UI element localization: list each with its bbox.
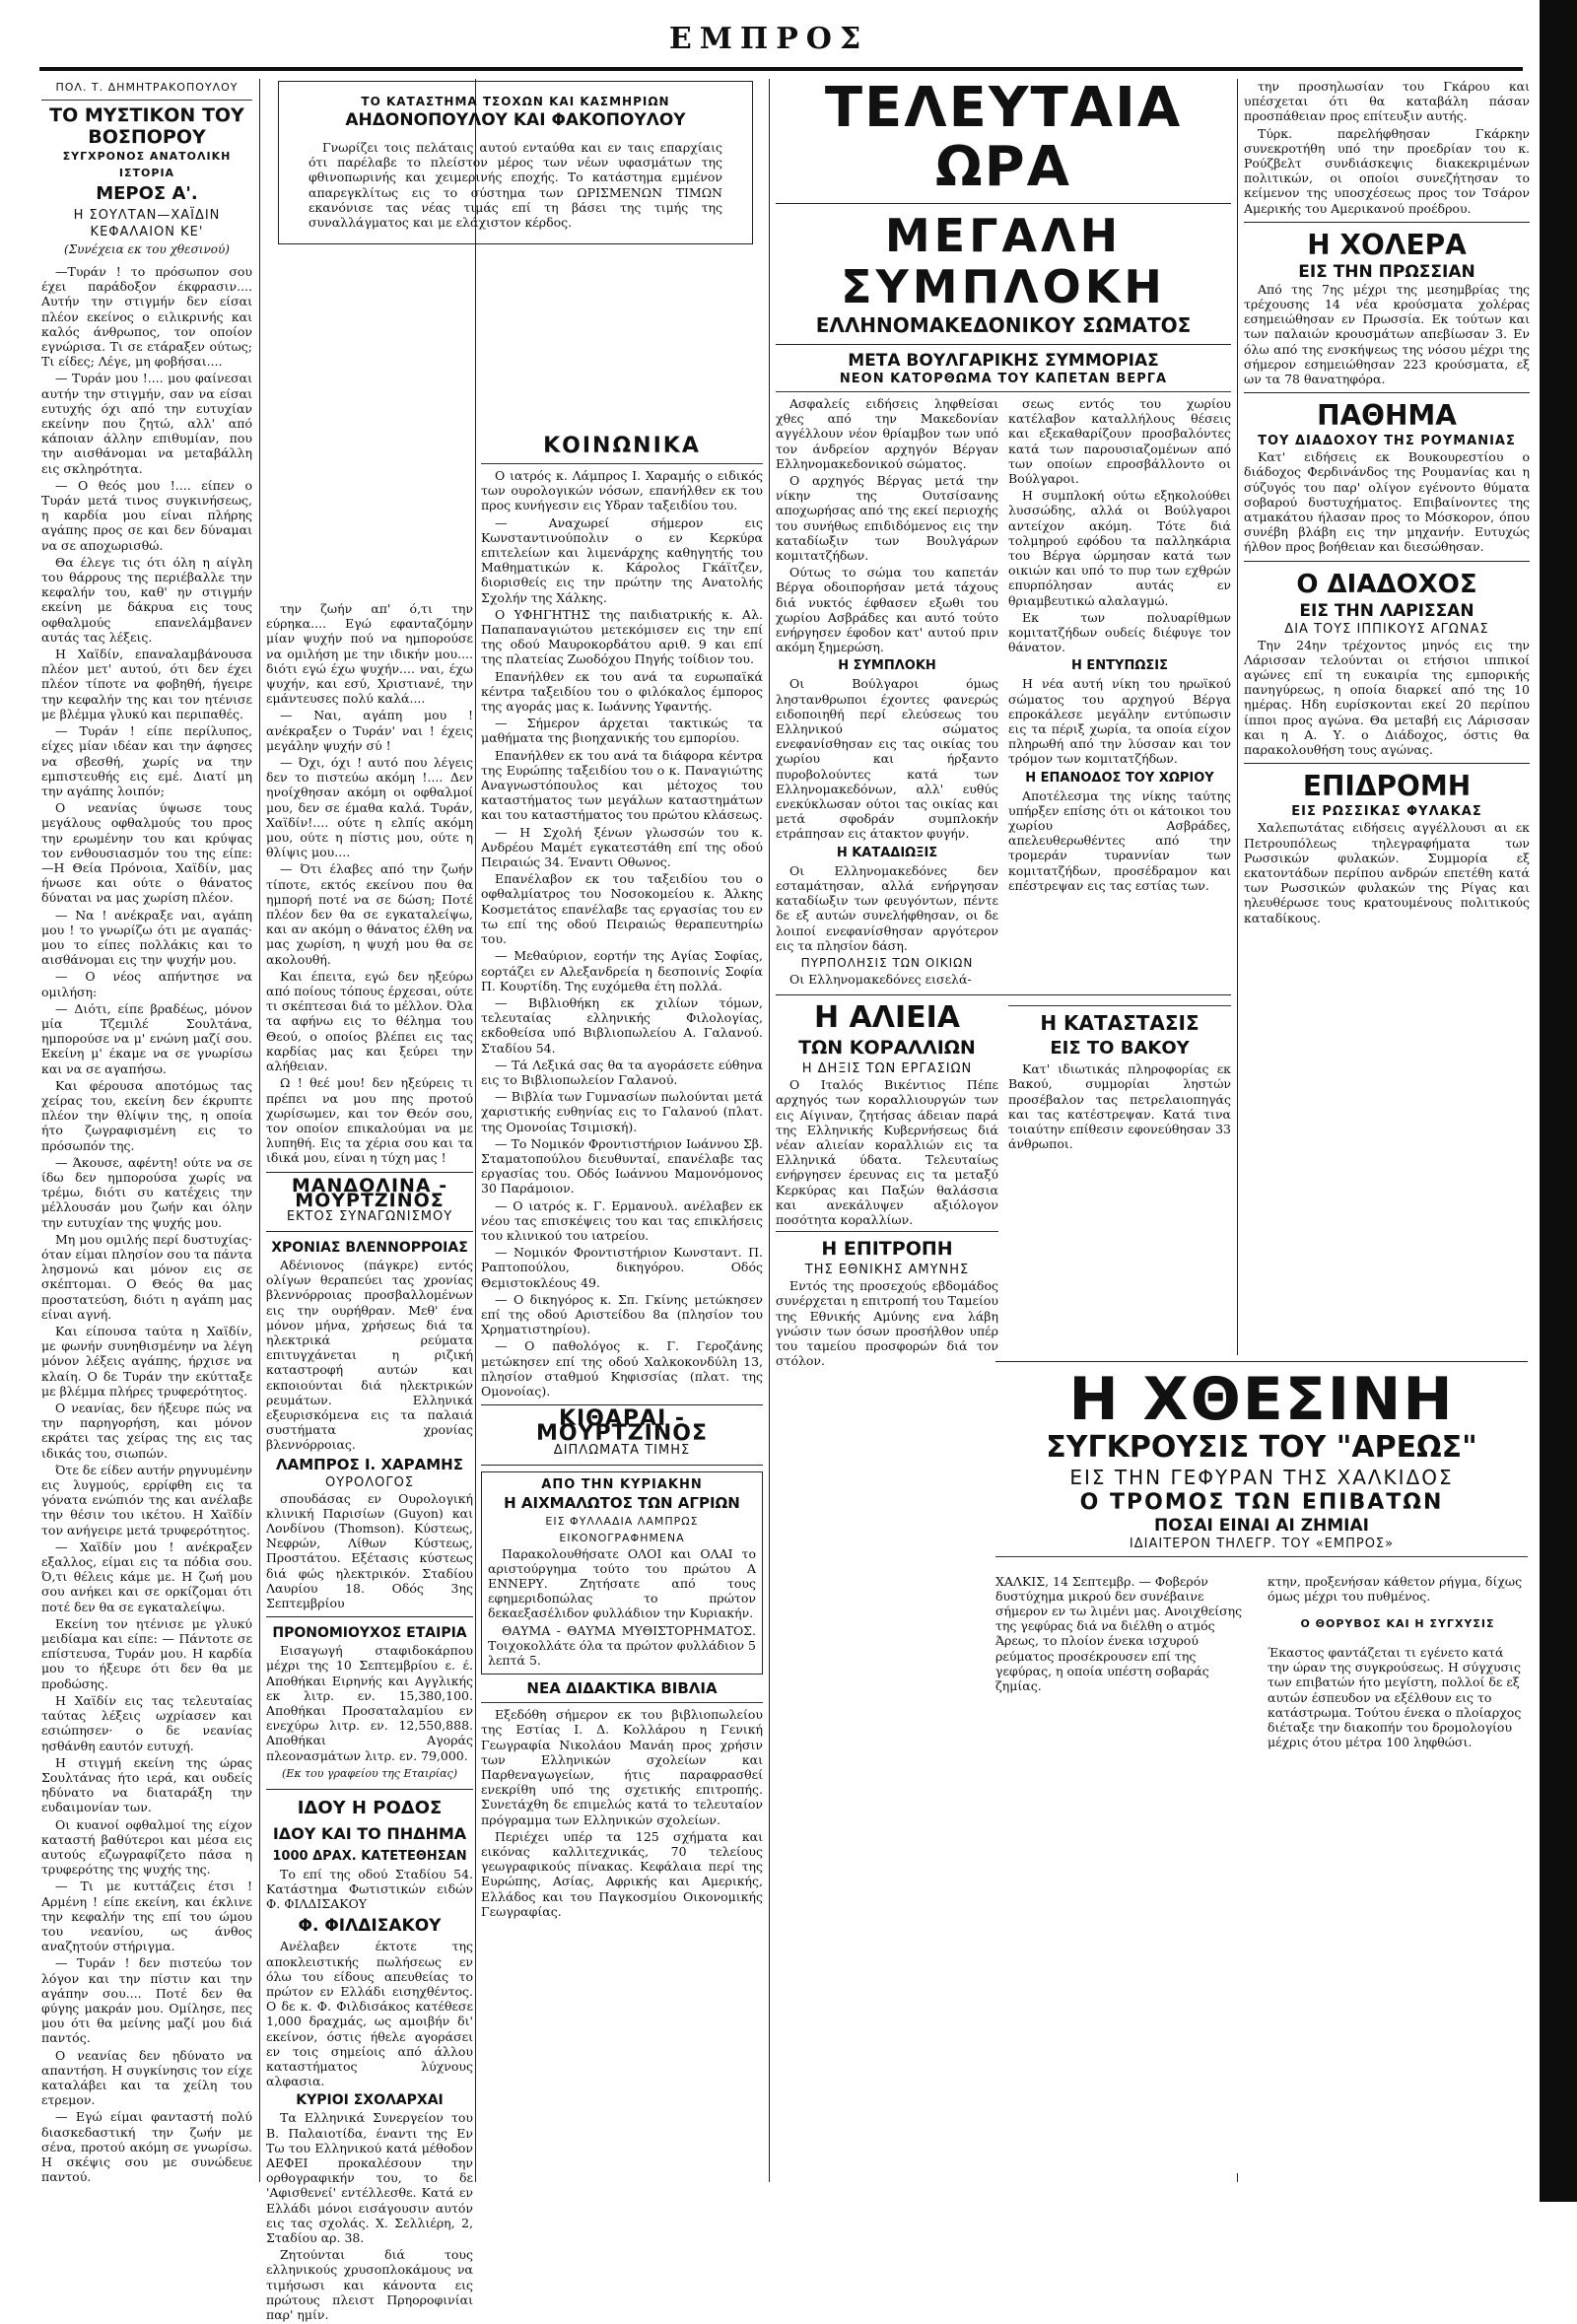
accident-sub: ΤΟΥ ΔΙΑΔΟΧΟΥ ΤΗΣ ΡΟΥΜΑΝΙΑΣ [1258, 434, 1516, 449]
paragraph: Ο νεανίας, δεν ήξευρε πώς να την παρηγορήση, και μόνον εκράτει τας χείρας της εις τας ιδικάς του, σιωπών. [41, 1401, 252, 1461]
paragraph: Ότε δε είδεν αυτήν ρηγνυμένην εις λυγμούς, ερρίφθη εις τα γόνατα ενώπιόν της και ανέλαβε την θέσιν του ικέτου. Η Χαϊδίν τον ανήγειρε μετά τρυφερότητος. [41, 1462, 252, 1538]
paragraph: την προσηλωσίαν του Γκάρου και υπέσχεται ότι θα καταβάλη πάσαν προσπάθειαν προς επίτευξιν αυτής. [1244, 79, 1530, 124]
ad-doctor-name: ΛΑΜΠΡΟΣ Ι. ΧΑΡΑΜΗΣ [276, 1455, 463, 1473]
ad-company-foot: (Εκ του γραφείου της Εταιρίας) [282, 1766, 457, 1780]
scan-edge-shadow [1540, 0, 1577, 2202]
divider [776, 1231, 998, 1232]
paragraph: Εκ των πολυαρίθμων κομιτατζήδων ουδείς διέφυγε τον θάνατον. [1008, 609, 1231, 655]
paragraph: — Αναχωρεί σήμερον εις Κωνσταντινούπολιν ο εν Κερκύρα επιτελείων και λιμενάρχης καθηγητής του Μαθηματικών κ. Κάρολος Γκάϊτζεν, διορισθείς εις την πρώτην της Ανατολής Σχολήν της Χάλκης. [481, 514, 763, 605]
paragraph: — Τά Λεξικά σας θα τα αγοράσετε εύθηνα εις το Βιβλιοπωλείον Γαλανού. [481, 1057, 763, 1087]
paragraph: Ω ! θεέ μου! δεν ηξεύρεις τι πρέπει να μου πης προτού χωρίσωμεν, και τον Θεόν σου, τον οποίον επικαλούμαι να με λυπηθή. Εις τα χέρια σου και τα ιδικά μου, είναι η τύχη μας ! [266, 1075, 473, 1166]
divider [266, 1616, 473, 1617]
divider [266, 1231, 473, 1232]
collision-sub2: ΕΙΣ ΤΗΝ ΓΕΦΥΡΑΝ ΤΗΣ ΧΑΛΚΙΔΟΣ [1069, 1466, 1454, 1489]
accident-title: ΠΑΘΗΜΑ [1317, 399, 1457, 433]
masthead-rule [39, 67, 1523, 71]
social-title: ΚΟΙΝΩΝΙΚΑ [543, 434, 701, 458]
divider [776, 203, 1231, 204]
paragraph: Περιέχει υπέρ τα 125 σχήματα και εικόνας καλλιτεχνικάς, 70 τελείους γεωγραφικούς πίνακας. Κεφάλαια περί της Ευρώπης, Ασίας, Αφρικής και Αμερικής, Ελλάδος και του Παγκοσμίου Οικονομικής Γεωγραφίας. [481, 1828, 763, 1919]
raid-title: ΕΠΙΔΡΟΜΗ [1302, 770, 1472, 803]
divider [1008, 1005, 1231, 1006]
paragraph: Τύρκ. παρελήφθησαν Γκάρκην συνεκροτήθη υπό την προεδρίαν του κ. Ρούζβελτ συνδιάσκεψις διακεκριμένων πολιτικών, οι οποίοι συνεζήτησαν το κείμενον της υποσχέσεως προς τον Τσάρον Αμερικής του Αμερικανού προέδρου. [1244, 125, 1530, 216]
ad-fabric-store [278, 81, 753, 244]
paragraph: — Ο δικηγόρος κ. Σπ. Γκίνης μετώκησεν επί της οδού Αριστείδου 8α (πλησίον του Χρηματιστηρίου). [481, 1291, 763, 1337]
collision-sub3: Ο ΤΡΟΜΟΣ ΤΩΝ ΕΠΙΒΑΤΩΝ [1079, 1490, 1444, 1515]
social-column [481, 434, 763, 2182]
books-title: ΝΕΑ ΔΙΔΑΚΤΙΚΑ ΒΙΒΛΙΑ [526, 1679, 718, 1698]
paragraph: — Ο ιατρός κ. Γ. Ερμανουλ. ανέλαβεν εκ νέου τας επισκέψεις του και τας επικλήσεις του κλινικού του ιατρείου. [481, 1197, 763, 1243]
serial-byline: ΠΟΛ. Τ. ΔΗΜΗΤΡΑΚΟΠΟΥΛΟΥ [55, 81, 239, 94]
ad-fabric-body: Γνωρίζει τοις πελάταις αυτού ενταύθα και εν ταις επαρχίαις ότι παρέλαβε το πλείστον μέρος των νέων υφασμάτων της φθινοπωρινής και χειμερινής εποχής. Το κατάστημα εμμένον απαρεγκλίτως εις το σύστημα των ΩΡΙΣΜΕΝΩΝ ΤΙΜΩΝ εκανόνισε τας νέας τιμάς επί τη βάσει της τιμής της συναλλάγματος και με ελάχιστον κέρδος. [309, 140, 722, 231]
ad-serial-body: Παρακολουθήσατε ΟΛΟΙ και ΟΛΑΙ το αριστούργημα τούτο του πρώτου Α ΕΝΝΕΡΥ. Ζητήσατε από τους εφημεριδοπώλας το πρώτον δεκαεξασέλιδον φυλλάδιον την Κυριακήν. [488, 1545, 756, 1621]
divider [1244, 561, 1530, 562]
ad-fabric-heading: ΤΟ ΚΑΤΑΣΤΗΜΑ ΤΣΟΧΩΝ ΚΑΙ ΚΑΣΜΗΡΙΩΝ [361, 95, 670, 108]
ad-doctor-role: ΟΥΡΟΛΟΓΟΣ [324, 1474, 415, 1490]
serial-part: ΜΕΡΟΣ Α'. [96, 183, 198, 204]
paragraph: — Σήμερον άρχεται τακτικώς τα μαθήματα της βιοηχανικής του εμπορίου. [481, 716, 763, 746]
paragraph: Και έπειτα, εγώ δεν ηξεύρω από ποίους τόπους έρχεσαι, ούτε τι σκέπτεσαι διά το μέλλον. Όλα τα αφήνω εις το θέλημα του Θεού, ο οποίος βλέπει εις τας καρδίας μας και ξεύρει την αλήθειαν. [266, 968, 473, 1074]
fishing-body: Ο Ιταλός Βικέντιος Πέπε αρχηγός των κοραλλιουργών των εις Αίγιναν, ζητήσας άδειαν παρά της Ελληνικής Κυβερνήσεως διά νέαν αλιείαν κοραλλιών εις τα Ελληνικά ύδατα. Τελευταίως ενήργησεν έρευνας εις τα μεταξύ Κερκύρας και Παξών θαλάσσια και ανεκάλυψεν αξιόλογον ποσότητα κοραλλίων. [776, 1077, 998, 1227]
paragraph: Ο νεανίας δεν ηδύνατο να απαντήση. Η συγκίνησις τον είχε καταλάβει και τα χείλη του ετρεμον. [41, 2047, 252, 2108]
serial-chapter: ΚΕΦΑΛΑΙΟΝ ΚΕ' [90, 225, 204, 239]
paragraph: — Ότι έλαβες από την ζωήν τίποτε, εκτός εκείνου που θα ημπορή ποτέ να σε δώση; Ποτέ πλέον δεν θα σε εγκαταλείψω, και αν ακόμη ο θάνατος έλθη να μας χωρίση, η ψυχή μου θα σε ακολουθή. [266, 861, 473, 967]
serial-novel-column [41, 79, 253, 2185]
paragraph: Ο νεανίας ύψωσε τους μεγάλους οφθαλμούς του προς την ερωμένην του και κρύψας τον ενθουσιασμόν του της είπε: —Η Θεία Πρόνοια, Χαϊδίν, μας ήνωσε και ούτε ο θάνατος δύναται να μας χωρίση πλέον. [41, 800, 252, 906]
ad-doctor-body: σπουδάσας εν Ουρολογική κλινική Παρισίων (Guyon) και Λονδίνου (Thomson). Κύστεως, Νεφρών, Λίθων Κύστεως, Προστάτου. Εξέτασις κύστεως διά φώς ηλεκτρικόν. Σταδίου Λαυρίου 18. Οδός 3ης Σεπτεμβρίου [266, 1490, 473, 1610]
clash-title: ΜΕΓΑΛΗ ΣΥΜΠΛΟΚΗ [841, 209, 1166, 313]
paragraph: Η Χαϊδίν, επαναλαμβάνουσα πλέον μετ' αυτού, ότι δεν έχει πλέον τίποτε να φοβηθή, ήγειρε την κεφαλήν της και τον ητένισε με βλέμμα γλυκύ και περιπαθές. [41, 647, 252, 721]
pyr-heading: ΠΥΡΠΟΛΗΣΙΣ ΤΩΝ ΟΙΚΙΩΝ [800, 955, 974, 970]
serial-part-name: Η ΣΟΥΛΤΑΝ—ΧΑΪΔΙΝ [73, 208, 221, 223]
divider [481, 463, 763, 464]
paragraph: Επανέλαβον εκ του ταξειδίου του ο οφθαλμίατρος του Νοσοκομείου κ. Άλκης Κοσμετάτος επανέλαβε τας εργασίας του εν τω επί της οδού Πειραιώς θεραπευτηρίω του. [481, 871, 763, 947]
ad-rodos-sub: 1000 ΔΡΑΧ. ΚΑΤΕΤΕΘΗΣΑΝ [272, 1848, 467, 1864]
paragraph: Ο ΥΦΗΓΗΤΗΣ της παιδιατρικής κ. Αλ. Παπαπαναγιώτου μετεκόμισεν εις την επί της οδού Μαυροκορδάτου αριθ. 9 και επί της πλατείας Ζωοδόχου Πηγής τοίδιον του. [481, 606, 763, 667]
paragraph: — Ο νέος απήντησε να ομιλήση: [41, 969, 252, 999]
heir-sub2: ΔΙΑ ΤΟΥΣ ΙΠΠΙΚΟΥΣ ΑΓΩΝΑΣ [1284, 621, 1489, 637]
paragraph: Και είπουσα ταύτα η Χαϊδίν, με φωνήν συνηθισμένην να λέγη μόνον λέξεις αγάπης, ήρχισε να κλαίη. Ο δε Τυράν την εκύτταξε με βλέμμα πλήρες τρυφερότητος. [41, 1324, 252, 1399]
books-text [481, 1707, 763, 1919]
committee-sub: ΤΗΣ ΕΘΝΙΚΗΣ ΑΜΥΝΗΣ [804, 1263, 970, 1278]
paragraph: — Διότι, είπε βραδέως, μόνον μία Τζεμιλέ Σουλτάνα, ημπορούσε να μ' ενώνη μαζί σου. Εκείνη μ' έκαμε να σε γνωρίσω και να σε αγαπήσω. [41, 1000, 252, 1076]
symplok-body: Οι Βούλγαροι όμως ληστανθρωποι έχοντες φανερώς ειδοποιηθή περί ελεύσεως του Ελληνικού σώματος ενεφανίσθησαν εις τας οικίας του χωρίου και ήρξαντο πυροβολούντες κατά των Ελληνομακεδόνων, αλλ' ευθύς ενεκύκλωσαν ούτοι τας οικίας και μετά σφοδράν συμπλοκήν ετράπησαν εις άτακτον φυγήν. [776, 676, 998, 842]
serial-continuation: (Συνέχεια εκ του χθεσινού) [64, 242, 230, 256]
paragraph: Η συμπλοκή ούτω εξηκολούθει λυσσώδης, αλλά οι Βούλγαροι αντείχον ακόμη. Τότε διά τολμηρού εφόδου τα παλληκάρια του Βέργα ώρμησαν κατά των οικιών και υπό το πυρ των εχθρών επυρπόλησαν αυτάς εν θριαμβευτικώ αλαλαγμώ. [1008, 488, 1231, 608]
divider [995, 1361, 1528, 1362]
paragraph: — Ο θεός μου !.... είπεν ο Τυράν μετά τινος συγκινήσεως, η καρδία μου είναι πλήρης αγάπης προς σε και δεν δύναμαι να σε αποχωρισθώ. [41, 477, 252, 553]
paragraph: — Νομικόν Φροντιστήριον Κωνσταντ. Π. Ραπτοπούλου, δικηγόρου. Οδός Θεμιστοκλέους 49. [481, 1245, 763, 1290]
epan-body: Αποτέλεσμα της νίκης ταύτης υπήρξεν επίσης ότι οι κάτοικοι του χωρίου Ασβράδες, απελευθερωθέντες από την τρομεράν τυραννίαν των κομιτατζήδων, προσέδραμον και επέστρεψαν εις τας εστίας των. [1008, 787, 1231, 893]
ad-serial-title: Η ΑΙΧΜΑΛΩΤΟΣ ΤΩΝ ΑΓΡΙΩΝ [504, 1493, 740, 1512]
committee-body: Εντός της προσεχούς εβδομάδος συνέρχεται η επιτροπή του Ταμείου της Εθνικής Αμύνης ενα λάβη γνώσιν των όσων προσήλθον υπέρ του ταμείου προσφορών διά τον στόλον. [776, 1278, 998, 1369]
ad-serial-foot: ΘΑΥΜΑ - ΘΑΥΜΑ ΜΥΘΙΣΤΟΡΗΜΑΤΟΣ. Τοιχοκολλάτε όλα τα πρώτον φυλλάδιον 5 λεπτά 5. [488, 1622, 756, 1669]
ad-blennorrhea-title: ΧΡΟΝΙΑΣ ΒΛΕΝΝΟΡΡΟΙΑΣ [271, 1239, 468, 1256]
clash-subtitle-3: ΝΕΟΝ ΚΑΤΟΡΘΩΜΑ ΤΟΥ ΚΑΠΕΤΑΝ ΒΕΡΓΑ [839, 372, 1168, 386]
divider [776, 391, 1231, 392]
h-symplok: Η ΣΥΜΠΛΟΚΗ [838, 658, 936, 674]
ad-serial-sub: ΕΙΣ ΦΥΛΛΑΔΙΑ ΛΑΜΠΡΩΣ ΕΙΚΟΝΟΓΡΑΦΗΜΕΝΑ [545, 1514, 699, 1544]
fishing-sub2: Η ΔΗΞΙΣ ΤΩΝ ΕΡΓΑΣΙΩΝ [801, 1061, 973, 1077]
ad-rodos-title: ΙΔΟΥ Η ΡΟΔΟΣ [297, 1797, 443, 1818]
heir-sub: ΕΙΣ ΤΗΝ ΛΑΡΙΣΣΑΝ [1299, 600, 1474, 621]
ad-serial-box [481, 1471, 763, 1675]
collision-article [995, 1355, 1528, 2173]
last-hour-title: ΤΕΛΕΥΤΑΙΑ ΩΡΑ [824, 76, 1183, 199]
collision-sub4: ΠΟΣΑΙ ΕΙΝΑΙ ΑΙ ΖΗΜΙΑΙ [1154, 1516, 1369, 1536]
clash-body [776, 396, 1231, 989]
paragraph: — Όχι, όχι ! αυτό που λέγεις δεν το πιστεύω ακόμη !.... Δεν ηνοίχθησαν ακόμη οι οφθαλμοί μου, δεν σε έμαθα καλά. Τυράν, Χαϊδίν!.... ούτε η ελπίς ακόμη μου, ούτε η πίστις μου, ούτε η θλίψις μου.... [266, 755, 473, 860]
serial-text [41, 264, 252, 2184]
paragraph: Επανήλθεν εκ του ανά τα διάφορα κέντρα της Ευρώπης ταξειδίου του ο κ. Παναγιώτης Αναγνωστόπουλος και μέτοχος του καταστήματος των μεγάλων καταστημάτων και του καταστήματος του πρώτου κλάσεως. [481, 747, 763, 823]
paragraph: Ο ιατρός κ. Λάμπρος Ι. Χαραμής ο ειδικός των ουρολογικών νόσων, επανήλθεν εκ του προς κυνήγεσιν εις Υδραν ταξειδίου του. [481, 468, 763, 513]
ad-fabric-name: ΑΗΔΟΝΟΠΟΥΛΟΥ ΚΑΙ ΦΑΚΟΠΟΥΛΟΥ [345, 110, 686, 130]
divider [995, 1556, 1528, 1557]
story-continuation [266, 601, 473, 2324]
paragraph: Ο αρχηγός Βέργας μετά την νίκην της Ουτσίσανης αποχωρήσας από της εκεί περιοχής του συνήθως επιδιδόμενος εις την καταδίωξιν των Βουλγάρων κομιτατζήδων. [776, 473, 998, 564]
paragraph: — Η Σχολή ξένων γλωσσών του κ. Ανδρέου Μαμέτ εγκατεστάθη επί της οδού Πειραιώς 34. Έναντι Οθωνος. [481, 824, 763, 870]
paragraph: — Τυράν ! είπε περίλυπος, είχες μίαν ιδέαν και την άφησες να σβεσθή, χωρίς να την εμπιστευθής εις εμέ. Διατί μη την αγάπης λοιπόν; [41, 723, 252, 798]
paragraph: — Χαϊδίν μου ! ανέκραξεν εξαλλος, είμαι εις τα πόδια σου. Ό,τι θέλεις κάμε με. Η ζωή μου σου ανήκει και σε ορκίζομαι ότι ποτέ δεν θα σε εγκαταλείψω. [41, 1538, 252, 1614]
paragraph: Εξεδόθη σήμερον εκ του βιβλιοπωλείου της Εστίας Ι. Δ. Κολλάρου η Γενική Γεωγραφία Νικολάου Μανάη προς χρήσιν των Ελληνικών σχολείων και Παρθεναγωγείων, ήτις παραφρασθεί ενεκρίθη υπό της σχετικής επιτροπής. Συνετάχθη δε επιμελώς κατά το τελευταίον πρόγραμμα των Ελληνικών σχολείων. [481, 1707, 763, 1827]
paragraph: — Τι με κυττάζεις έτσι ! Αρμένη ! είπε εκείνη, και έκλινε την κεφαλήν της επί του ώμου του νεανίου, ως άνθος αναζητούν στήριγμα. [41, 1879, 252, 1954]
paragraph: σεως εντός του χωρίου κατέλαβον καταλλήλους θέσεις και εξεκαθαρίζουν προσβαλόντες κατά των παρουσιαζομένων από των οποίων επροσβάλλοντο οι Βούλγαροι. [1008, 396, 1231, 487]
divider [41, 100, 252, 101]
entyp-body: Η νέα αυτή νίκη του ηρωϊκού σώματος του αρχηγού Βέργα επροκάλεσε μεγάλην εντύπωσιν εις τα πέριξ χωρία, τα οποία είχον πληρωθή από την λύσσαν και τον τρόμον των κομιτατζήδων. [1008, 676, 1231, 767]
divider [1244, 222, 1530, 223]
paragraph: Και φέρουσα αποτόμως τας χείρας του, εκείνη δεν έκρυπτε πλέον την θλίψιν της, η οποία ήτο ζωγραφισμένη εις το πρόσωπόν της. [41, 1077, 252, 1153]
ad-fildisakos-name: Φ. ΦΙΛΔΙΣΑΚΟΥ [298, 1916, 442, 1937]
collision-right-heading: Ο ΘΟΡΥΒΟΣ ΚΑΙ Η ΣΥΓΧΥΣΙΣ [1300, 1617, 1495, 1631]
cholera-body: Από της 7ης μέχρι της μεσημβρίας της τρέχουσης 14 νέα κρούσματα χολέρας εσημειώθησαν εν Πρωσσία. Εκ τούτων και των παλαιών κρουσμάτων απεβίωσαν 3. Εν όλω από της ενσκήψεως της νόσου μέχρι της σήμερον εσημειώθησαν 223 κρούσματα, εξ ων τα 78 θανατηφόρα. [1244, 281, 1530, 387]
paragraph: —Τυράν ! το πρόσωπον σου έχει παράδοξον έκφρασιν.... Αυτήν την στιγμήν δεν είσαι πλέον εκείνος ο ειλικρινής και καλός άνθρωπος, τον οποίον εγνώρισα. Τι σε ετάραξεν ούτως; Τι είδες; Λέγε, μη φοβήσαι.... [41, 264, 252, 370]
cholera-title: Η ΧΟΛΕΡΑ [1307, 228, 1467, 261]
ad-guitar-sub: ΔΙΠΛΩΜΑΤΑ ΤΙΜΗΣ [553, 1442, 691, 1458]
paragraph: Ασφαλείς ειδήσεις ληφθείσαι χθες από την Μακεδονίαν αγγέλλουν νέον θρίαμβον των υπό τον άνδρείον αρχηγόν Βέργαν Ελληνομακεδονικού σώματος. [776, 396, 998, 471]
paragraph: Εκείνη τον ητένισε με γλυκύ μειδίαμα και είπε: — Πάντοτε σε επίστευσα, Τυράν μου. Η καρδία μου το ήξευρε ότι δεν θα με προδώσης. [41, 1615, 252, 1691]
paragraph: Ούτως το σώμα του καπετάν Βέργα οδοιπορήσαν μετά τάχους διά νυκτός έφθασεν εξωθι του χωρίου Ασβράδες και αυτό τούτο ενήργησεν έφοδον κατ' αυτού πριν ακόμη ξημερώση. [776, 565, 998, 655]
paragraph: — Μεθαύριον, εορτήν της Αγίας Σοφίας, εορτάζει εν Αλεξανδρεία η δεσποινίς Σοφία Π. Κουρτίδη. Της ευχόμεθα έτη πολλά. [481, 948, 763, 993]
heir-body: Την 24ην τρέχοντος μηνός εις την Λάρισσαν τελούνται οι ετήσιοι ιππικοί αγώνες επί τη ευκαιρία της εμπορικής πανηγύρεως, η οποία διαρκεί από της 10 ημέρας. Ηδη ευρίσκονται εκεί 20 περίπου ίπποι προς αγώνα. Θα μεταβή εις Λάρισσαν και η Α. Υ. ο Διάδοχος, όστις θα παρακολουθήση τους αγώνας. [1244, 637, 1530, 758]
ad-mandolin-title: ΜΑΝΔΟΛΙΝΑ - ΜΟΥΡΤΖΙΝΟΣ [291, 1174, 448, 1211]
divider [266, 1789, 473, 1790]
divider [481, 1702, 763, 1703]
fishing-sub: ΤΩΝ ΚΟΡΑΛΛΙΩΝ [798, 1037, 976, 1059]
ad-blennorrhea-body: Αδένιονος (πάγκρε) εντός ολίγων θεραπεύει τας χρονίας βλεννόρροιας προσβαλλομένων εις την ουρήθραν. Μεθ' ένα μόνον μήνα, χρήσεως διά τα ηλεκτρικά ρεύματα επιτυγχάνεται η ριζική καταστροφή αυτών και εκποιούνται διά ηλεκτρικών ρευμάτων. Ελληνικά εξευρισκόμενα εις τα παλαιά συστήματα χρονίας βλεννόρροιας. [266, 1257, 473, 1453]
paragraph: — Εγώ είμαι φανταστή πολύ διασκεδαστική την ζωήν με σένα, προτού ακόμη σε γνωρίσω. Η σκέψις σου με συνώδευε παντού. [41, 2109, 252, 2185]
divider [776, 994, 1231, 995]
baku-title: Η ΚΑΤΑΣΤΑΣΙΣ [1040, 1011, 1200, 1036]
collision-right-body: Έκαστος φαντάζεται τι εγένετο κατά την ώραν της συγκρούσεως. Η σύγχυσις των επιβατών ήτο μεγίστη, πολλοί δε εξ αυτών έσπευδον να εξέλθουν εις το κατάστρωμα. Τούτου ένεκα ο πλοίαρχος διέταξε την διακοπήν του δρομολογίου μέχρις ότου μέτρα 100 ληφθώσι. [1268, 1644, 1522, 1750]
paragraph: — Ο παθολόγος κ. Γ. Γεροζάνης μετώκησεν επί της οδού Χαλκοκονδύλη 13, πλησίον σταθμού Κηφισσίας (πλατ. της Ομονοίας). [481, 1338, 763, 1399]
pyr-body: Οι Ελληνομακεδόνες εισελά- [789, 971, 972, 987]
paragraph: Η Χαϊδίν εις τας τελευταίας ταύτας λέξεις ωχρίασεν και εσιώπησεν· ο δε νεανίας ησθάνθη εαυτόν ευτυχή. [41, 1692, 252, 1753]
paragraph: — Ναι, αγάπη μου ! ανέκραξεν ο Τυράν' ναι ! έχεις μεγάλην ψυχήν σύ ! [266, 708, 473, 753]
paragraph: — Τυράν ! δεν πιστεύω τον λόγον και την πίστιν και την αγάπην σου.... Ποτέ δεν θα φύγης μακράν μου. Ομίλησε, πες μου ότι θα μείνης μαζί μου διά παντός. [41, 1955, 252, 2046]
ad-schol-body: Τα Ελληνικά Συνεργείον του Β. Παλαιοτίδα, έναντι της Εν Τω του Ελληνικού κατά μέθοδον ΑΕΦΕΙ προκαλέσουν την ορθογραφικήν του, το δε 'Αφισθενεί' εντέλλεσθε. Κατά εν Ελλάδι μόνοι εισάγουσιν αυτόν εις τας σχολάς. Χ. Σελλιέρη, 2, Σταδίου αρ. 38. [266, 2110, 473, 2246]
paragraph: — Βιβλιοθήκη εκ χιλίων τόμων, τελευταίας ελληνικής Φιλολογίας, εκδοθείσα υπό Βιβλιοπωλείου Α. Γαλανού. Σταδίου 54. [481, 994, 763, 1056]
paragraph: Οι κυανοί οφθαλμοί της είχον καταστή βαθύτεροι και μέσα εις αυτούς εζωγραφίζετο πάσα η τρυφερότης της ψυχής της. [41, 1816, 252, 1878]
collision-sub: ΣΥΓΚΡΟΥΣΙΣ ΤΟΥ "ΑΡΕΩΣ" [1046, 1430, 1477, 1465]
serial-title: ΤΟ ΜΥΣΤΙΚΟΝ ΤΟΥ ΒΟΣΠΟΡΟΥ [49, 104, 244, 148]
ad-mandolin-sub: ΕΚΤΟΣ ΣΥΝΑΓΩΝΙΣΜΟΥ [286, 1208, 453, 1224]
h-katad: Η ΚΑΤΑΔΙΩΞΙΣ [836, 845, 938, 860]
paragraph: — Το Νομικόν Φροντιστήριον Ιωάννου Σβ. Σταματοπούλου διευθυνταί, επανέλαβε τας εργασίας του. Οδός Ιωάννου Μαμονόμονος 30 Παράμοιον. [481, 1135, 763, 1196]
cholera-sub: ΕΙΣ ΤΗΝ ΠΡΩΣΣΙΑΝ [1298, 261, 1475, 282]
baku-body: Κατ' ιδιωτικάς πληροφορίας εκ Βακού, συμμορίαι ληστών προσέβαλον τας πετρελαιοπηγάς και τας κατέστρεψαν. Κατά τινα τοιαύτην επίθεσιν εφονεύθησαν 33 άνθρωποι. [1008, 1061, 1231, 1152]
clash-subtitle: ΕΛΛΗΝΟΜΑΚΕΔΟΝΙΚΟΥ ΣΩΜΑΤΟΣ [815, 313, 1192, 337]
column-divider [259, 79, 260, 2182]
katad-body: Οι Ελληνομακεδόνες δεν εσταμάτησαν, αλλά ενήργησαν καταδίωξιν των φευγόντων, πέντε δε εξ αυτών συνελήφθησαν, οι δε λοιποί ενεφανίσθησαν αργότερον εις τα πλησίον δάση. [776, 862, 998, 953]
accident-body: Κατ' ειδήσεις εκ Βουκουρεστίου ο διάδοχος Φερδινάνδος της Ρουμανίας και η σύζυγός του παρ' ολίγον εγένοντο θύματα σοβαρού δυστυχήματος. Επιβαίνοντες της ατμακάτου ήλασαν προς το Μόσκορον, όπου συνέβη βλάβη εις την μηχανήν. Ευτυχώς ήλθον προς βοήθειαν και διεσώθησαν. [1244, 449, 1530, 555]
divider [1244, 763, 1530, 764]
collision-right-lead: κτην, προξενήσαν κάθετον ρήγμα, δίχως όμως μέχρι του πυθμένος. [1268, 1573, 1523, 1604]
divider [481, 1404, 763, 1405]
ad-serial-from: ΑΠΟ ΤΗΝ ΚΥΡΙΑΚΗΝ [541, 1476, 703, 1492]
paragraph: — Βιβλία των Γυμνασίων πωλούνται μετά χαριστικής ευθηνίας εις το Γαλανού (πλατ. της Ομονοίας Τσιμισκή). [481, 1089, 763, 1134]
paragraph: Επανήλθεν εκ του ανά τα ευρωπαϊκά κέντρα ταξειδίου του ο φιλόκαλος έμπορος της αγοράς μας κ. Ιωάννης Υφαντής. [481, 668, 763, 715]
paragraph: — Να ! ανέκραξε ναι, αγάπη μου ! το γνωρίζω ότι με αγαπάς· μου το είπες πολλάκις και το αισθάνομαι εις την ψυχήν μου. [41, 907, 252, 968]
h-entyp: Η ΕΝΤΥΠΩΣΙΣ [1071, 658, 1168, 674]
collision-sub5: ΙΔΙΑΙΤΕΡΟΝ ΤΗΛΕΓΡ. ΤΟΥ «ΕΜΠΡΟΣ» [1129, 1537, 1395, 1551]
ad-guitar-title: ΚΙΘΑΡΑΙ - ΜΟΥΡΤΖΙΝΟΣ [536, 1406, 708, 1447]
masthead-title: ΕΜΠΡΟΣ [668, 22, 869, 56]
divider [266, 1172, 473, 1173]
raid-body: Χαλεπωτάτας ειδήσεις αγγέλλουσι αι εκ Πετρουπόλεως τηλεγραφήματα των Ρωσσικών φυλακών. Συμμορία εξ εκατοντάδων περίπου ανδρών επετέθη κατά των Ρωσσικών φυλακών της Ρίγας και ηλευθέρωσε τους κρατουμένους πολιτικούς καταδίκους. [1244, 820, 1530, 925]
collision-left-body: ΧΑΛΚΙΣ, 14 Σεπτεμβρ. — Φοβερόν δυστύχημα μικρού δεν συνέβαινε σήμερον εν τω λιμένι μας. Ανοιχθείσης της γεφύρας διά να διέλθη ο ατμός Άρεως, το πλοίον ένεκα ισχυρού ρεύματος προσέκρουσεν επί της γεφύρας, η οποία υπέστη σοβαράς ζημίας. [995, 1573, 1243, 1693]
paragraph: Μη μου ομιλής περί δυστυχίας· όταν είμαι πλησίον σου τα πάντα λησμονώ και μόνον εις σε σκέπτομαι. Ο Θεός θα μας προστατεύση, διότι η αγάπη μας είναι αγνή. [41, 1231, 253, 1322]
paragraph: — Τυράν μου !.... μου φαίνεσαι αυτήν την στιγμήν, σαν να είσαι ευτυχής όχι από την ευτυχίαν εκείνην που ζητώ, αλλ' από κάποιαν άλλην επιθυμίαν, που την αισθάνομαι να μεταβάλλη εις σκληρότητα. [41, 371, 252, 476]
ad-company-title: ΠΡΟΝΟΜΙΟΥΧΟΣ ΕΤΑΙΡΙΑ [272, 1625, 467, 1642]
ad-rodos-title2: ΙΔΟΥ ΚΑΙ ΤΟ ΠΗΔΗΜΑ [272, 1823, 467, 1843]
collision-title: Η ΧΘΕΣΙΝΗ [1068, 1365, 1455, 1434]
committee-title: Η ΕΠΙΤΡΟΠΗ [821, 1238, 953, 1261]
column-divider [769, 79, 770, 2182]
baku-sub: ΕΙΣ ΤΟ ΒΑΚΟΥ [1050, 1038, 1190, 1059]
lower-news [776, 1001, 1231, 1370]
fishing-title: Η ΑΛΙΕΙΑ [813, 1000, 961, 1036]
divider [1244, 392, 1530, 393]
ad-rodos-body: Το επί της οδού Σταδίου 54. Κατάστημα Φωτιστικών ειδών Φ. ΦΙΛΔΙΣΑΚΟΥ [266, 1866, 473, 1912]
divider [481, 1465, 763, 1466]
divider [776, 344, 1231, 345]
heir-title: Ο ΔΙΑΔΟΧΟΣ [1296, 569, 1477, 599]
paragraph: την ζωήν απ' ό,τι την εύρηκα.... Εγώ εφανταζόμην μίαν ψυχήν πού να ημπορούσε να ομιλήση με την ιδικήν μου.... διότι εγώ έχω ψυχήν.... ναι, έχω ψυχήν, και εσύ, Χριστιανέ, την εμάντευσες πολύ καλά.... [266, 601, 473, 707]
serial-subtitle: ΣΥΓΧΡΟΝΟΣ ΑΝΑΤΟΛΙΚΗ ΙΣΤΟΡΙΑ [62, 150, 232, 179]
social-items [481, 468, 763, 1399]
ad-fildisakos-body: Ανέλαβεν έκτοτε της αποκλειστικής πωλήσεως εν όλω του είδους απευθείας το πρώτον εν Ελλάδι εισηχθέντος. Ο δε κ. Φ. Φιλδισάκος κατέθεσε 1,000 δραχμάς, ως αμοιβήν δι' εκείνον, όστις ήθελε αγοράσει εν τοις σημείοις από άλλου καταστήματος λύχνους αλφασια. [266, 1939, 473, 2089]
ad-schol-title: ΚΥΡΙΟΙ ΣΧΟΛΑΡΧΑΙ [296, 2092, 444, 2109]
ad-company-body: Εισαγωγή σταφιδοκάρπου μέχρι της 10 Σεπτεμβρίου ε. έ. Αποθήκαι Ειρηνής και Αγγλικής εκ λιτρ. εν. 15,380,100. Αποθήκαι Προσαταλαμίου εν ενεχύρω λιτρ. εν. 12,550,888. Αποθήκαι Αγοράς πλεονασμάτων λιτρ. εν. 79,000. [266, 1643, 473, 1763]
clash-subtitle-2: ΜΕΤΑ ΒΟΥΛΓΑΡΙΚΗΣ ΣΥΜΜΟΡΙΑΣ [848, 351, 1159, 371]
raid-sub: ΕΙΣ ΡΩΣΣΙΚΑΣ ΦΥΛΑΚΑΣ [1291, 804, 1482, 820]
paragraph: Θα έλεγε τις ότι όλη η αίγλη του θάρρους της περιέβαλλε την κεφαλήν του, καθ' ην στιγμήν εκείνη με δάκρυα εις τους οφθαλμούς επανελάμβανεν αυτάς τας λέξεις. [41, 554, 252, 645]
paragraph: — Άκουσε, αφέντη! ούτε να σε ίδω δεν ημπορούσα χωρίς να τρέμω, διότι συ κατέχεις την μέλλουσάν μου ζωήν και όλην την ευτυχίαν της ψυχής μου. [41, 1154, 252, 1230]
paragraph: Η στιγμή εκείνη της ώρας Σουλτάνας ήτο ιερά, και ουδείς ηδύνατο να διαταράξη την ευδαιμονίαν των. [41, 1754, 252, 1815]
h-epan: Η ΕΠΑΝΟΔΟΣ ΤΟΥ ΧΩΡΙΟΥ [1025, 770, 1214, 786]
ad-schol-foot: Ζητούνται διά τους ελληνικούς χρυσοπλοκάμους να τιμήσωσι και κάνοντα εις πρώτους πλειστ Πρηοροφινίαι παρ' ημίν. [266, 2247, 473, 2323]
